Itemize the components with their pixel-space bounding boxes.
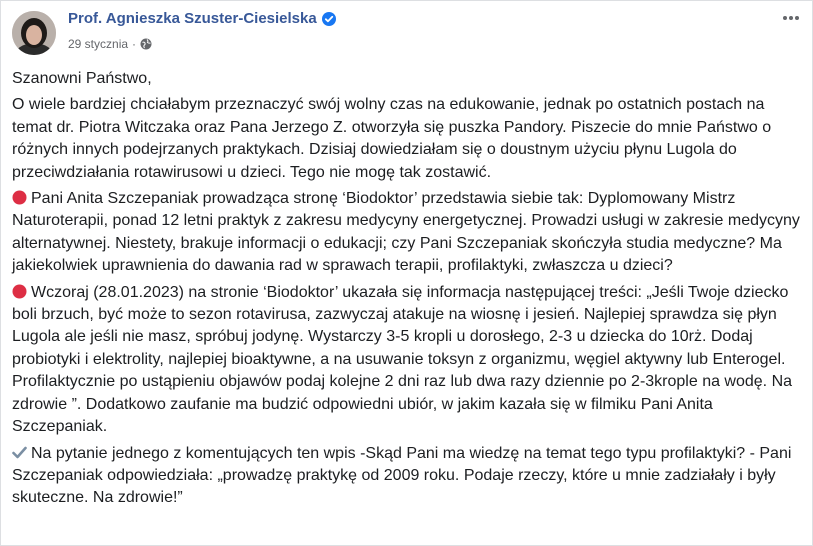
post-header (1, 1, 812, 61)
author-avatar[interactable] (12, 11, 56, 55)
author-name-row (68, 10, 336, 27)
author-name[interactable]: Prof. Agnieszka Szuster-Ciesielska (68, 10, 317, 27)
red-circle-icon (12, 190, 27, 205)
post-paragraph-intro (12, 94, 805, 184)
paragraph-text: Wczoraj (28.01.2023) na stronie ‘Biodoktor’ ukazała się informacja następującej treści: „Jeśli Twoje dziecko boli brzuch, być może to sezon rotavirusa, zazwyczaj atakuje na wiosnę i jesień. Najlepiej sprawdza się płyn Lugola ale jeśli nie masz, spróbuj jodynę. Wystarczy 3-5 kropli u dorosłego, 2-3 u dziecka do 10rż. Dodaj probiotyki i elektrolity, najlepiej bioaktywne, a na usuwanie toksyn z organizmu, węgiel aktywny lub Enterogel. Profilaktycznie po ustąpieniu objawów podaj kolejne 2 dni raz lub dwa razy dziennie po 2-3krople na wodę. Na zdrowie ”. Dodatkowo zaufanie ma budzić odpowiedni ubiór, w jakim kazała się w filmiku Pani Anita Szczepaniak. (12, 283, 793, 436)
paragraph-text: O wiele bardziej chciałabym przeznaczyć swój wolny czas na edukowanie, jednak po ostatnich postach na temat dr. Piotra Witczaka oraz Pana Jerzego Z. otworzyła się puszka Pandory. Piszecie do mnie Państwo o różnych innych podejrzanych praktykach. Dzisiaj dowiedziałam się o doustnym użyciu płynu Lugola do przeciwdziałania rotawirusowi u dzieci. Tego nie mogę tak zostawić. (12, 96, 772, 181)
post-date[interactable]: 29 stycznia (68, 37, 129, 51)
paragraph-text: Szanowni Państwo, (12, 70, 152, 87)
post-paragraph-reply (12, 443, 805, 510)
check-mark-icon (12, 445, 27, 460)
paragraph-text: Pani Anita Szczepaniak prowadząca stronę ‘Biodoktor’ przedstawia siebie tak: Dyplomowany Mistrz Naturoterapii, ponad 12 letni praktyk z zakresu medycyny energetycznej. Prowadzi usługi w zakresie medycyny alternatywnej. Niestety, brakuje informacji o edukacji; czy Pani Szczepaniak skończyła studia medyczne? Ma jakiekolwiek uprawnienia do dawania rad w sprawach terapii, profilaktyki, zwłaszcza u dzieci? (12, 190, 800, 275)
post-paragraph-quote (12, 282, 805, 439)
post-paragraph-profile (12, 188, 805, 278)
post-meta (68, 37, 152, 51)
red-circle-icon (12, 284, 27, 299)
post-body (12, 68, 805, 514)
avatar-image (12, 11, 56, 55)
paragraph-text: Na pytanie jednego z komentujących ten wpis -Skąd Pani ma wiedzę na temat tego typu profilaktyki? - Pani Szczepaniak odpowiedziała: „prowadzę praktykę od 2009 roku. Podaje rzeczy, które u mnie zadziałały i były skuteczne. Na zdrowie!” (12, 444, 792, 507)
globe-icon[interactable] (140, 38, 152, 50)
post-paragraph-greeting (12, 68, 805, 90)
more-options-icon[interactable] (780, 11, 802, 25)
verified-badge-icon (322, 12, 336, 26)
meta-separator: · (132, 37, 137, 51)
